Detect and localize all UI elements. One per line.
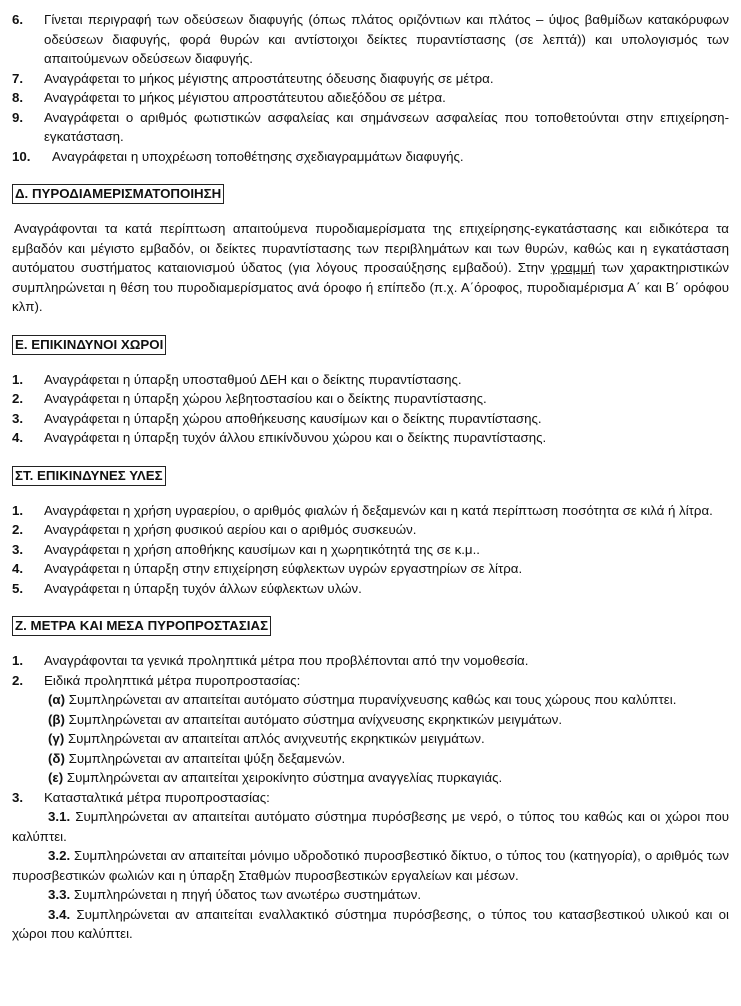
item-text: Αναγράφεται η ύπαρξη υποσταθμού ΔΕΗ και ο δείκτης πυραντίστασης. <box>44 371 462 387</box>
list-item <box>12 671 729 691</box>
sub-item-text: Συμπληρώνεται αν απαιτείται αυτόματο σύστημα πυρόσβεσης με νερό, ο τύπος του καθώς και οι χώροι που καλύπτει. <box>12 809 729 844</box>
sub-item-label: 3.3. <box>48 887 71 902</box>
sub-item-text: Συμπληρώνεται αν απαιτείται χειροκίνητο σύστημα αναγγελίας πυρκαγιάς. <box>63 770 503 785</box>
sub-item-label: (β) <box>48 711 65 727</box>
section-d-paragraph <box>12 219 729 317</box>
item-text: Αναγράφεται το μήκος μέγιστου απροστάτευτου αδιεξόδου σε μέτρα. <box>44 90 446 105</box>
list-item <box>12 389 729 409</box>
sub-item <box>12 905 729 944</box>
paragraph-text: των χαρακτηριστικών συμπληρώνεται η θέση του πυροδιαμερίσματος ανά όροφο ή επίπεδο (π.χ. Α΄όροφος, πυροδιαμέρισμα Α΄ και Β΄ ορόφου κλπ). <box>12 260 729 314</box>
item-text: Αναγράφεται η ύπαρξη στην επιχείρηση εύφλεκτων υγρών εργαστηρίων σε λίτρα. <box>44 561 523 576</box>
item-number: 1. <box>12 371 24 387</box>
item-number: 4. <box>12 430 24 445</box>
sub-item-label: 3.1. <box>48 809 71 824</box>
item-number: 3. <box>12 789 24 805</box>
section-z-list <box>12 651 729 944</box>
list-item <box>12 559 729 579</box>
item-text: Αναγράφεται ο αριθμός φωτιστικών ασφαλείας και σημάνσεων ασφαλείας που τοποθετούνται στην επιχείρηση- εγκατάσταση. <box>44 109 729 144</box>
item-text: Αναγράφεται η ύπαρξη τυχόν άλλων εύφλεκτων υλών. <box>44 580 362 596</box>
sub-item <box>12 749 729 769</box>
list-item <box>12 88 729 108</box>
list-item <box>12 69 729 89</box>
item-text: Αναγράφεται η ύπαρξη τυχόν άλλου επικίνδυνου χώρου και ο δείκτης πυραντίστασης. <box>44 430 547 445</box>
list-item <box>12 579 729 599</box>
list-item <box>12 540 729 560</box>
item-text: Ειδικά προληπτικά μέτρα πυροπροστασίας: <box>44 672 301 688</box>
item-number: 7. <box>12 70 24 86</box>
sub-item-label: 3.2. <box>48 848 71 863</box>
underlined-word: γραμμή <box>550 260 596 275</box>
item-number: 3. <box>12 541 24 557</box>
item-text: Αναγράφεται η χρήση φυσικού αερίου και ο αριθμός συσκευών. <box>44 522 417 537</box>
section-st-list <box>12 501 729 599</box>
item-number: 2. <box>12 391 24 406</box>
list-item <box>12 147 729 167</box>
list-item <box>12 409 729 429</box>
sub-item <box>12 729 729 749</box>
sub-item-text: Συμπληρώνεται αν απαιτείται εναλλακτικό σύστημα πυρόσβεσης, ο τύπος του κατασβεστικού υλικού και οι χώροι που καλύπτει. <box>12 906 729 941</box>
list-item <box>12 651 729 671</box>
item-number: 10. <box>12 148 31 164</box>
item-number: 6. <box>12 12 24 27</box>
item-text: Γίνεται περιγραφή των οδεύσεων διαφυγής (όπως πλάτος οριζόντιων και πλάτος – ύψος βαθμίδων κατακόρυφων οδεύσεων διαφυγής, φορά θυρών και αντίστοιχοι δείκτες πυραντίστασης (σε λεπτά)) και υπολογισμός των απαιτούμενων οδεύσεων διαφυγής. <box>44 12 729 66</box>
item-number: 9. <box>12 109 24 125</box>
sub-item-label: (γ) <box>48 731 65 746</box>
sub-item-text: Συμπληρώνεται αν απαιτείται αυτόματο σύστημα πυρανίχνευσης καθώς και τους χώρους που καλύπτει. <box>65 692 677 707</box>
sub-item-label: (δ) <box>48 750 65 766</box>
sub-item <box>12 710 729 730</box>
paragraph-text: Αναγράφονται τα κατά περίπτωση απαιτούμενα πυροδιαμερίσματα της επιχείρησης-εγκατάστασης και ειδικότερα τα εμβαδόν και μέγιστο εμβαδόν, οι δείκτες πυραντίστασης των περιβλημάτων και των θυρών, καθώς και η εγκατάσταση αυτόματου συστήματος καταιονισμού ύδατος (για λόγους προσαύξησης εμβαδού). Στην <box>12 221 729 275</box>
item-number: 1. <box>12 653 24 668</box>
section-e-list <box>12 370 729 448</box>
sub-item <box>12 768 729 788</box>
list-item <box>12 501 729 521</box>
top-list <box>12 10 729 166</box>
item-text: Αναγράφονται τα γενικά προληπτικά μέτρα που προβλέπονται από την νομοθεσία. <box>44 653 529 668</box>
item-number: 4. <box>12 561 24 576</box>
item-text: Αναγράφεται η χρήση υγραερίου, ο αριθμός φιαλών ή δεξαμενών και η κατά περίπτωση ποσότητα σε κιλά ή λίτρα. <box>44 502 713 518</box>
item-text: Αναγράφεται η χρήση αποθήκης καυσίμων και η χωρητικότητά της σε κ.μ.. <box>44 541 480 557</box>
item-number: 2. <box>12 522 24 537</box>
item-text: Αναγράφεται το μήκος μέγιστης απροστάτευτης όδευσης διαφυγής σε μέτρα. <box>44 70 494 86</box>
sub-item-label: (ε) <box>48 770 64 785</box>
section-heading-e: Ε. ΕΠΙΚΙΝΔΥΝΟΙ ΧΩΡΟΙ <box>12 335 166 355</box>
item-text: Κατασταλτικά μέτρα πυροπροστασίας: <box>44 789 270 805</box>
section-heading-st: ΣΤ. ΕΠΙΚΙΝΔΥΝΕΣ ΥΛΕΣ <box>12 466 166 486</box>
list-item <box>12 520 729 540</box>
sub-item-text: Συμπληρώνεται αν απαιτείται ψύξη δεξαμενών. <box>64 750 346 766</box>
section-heading-z: Ζ. ΜΕΤΡΑ ΚΑΙ ΜΕΣΑ ΠΥΡΟΠΡΟΣΤΑΣΙΑΣ <box>12 616 271 636</box>
item-number: 5. <box>12 580 24 596</box>
section-heading-d: Δ. ΠΥΡΟΔΙΑΜΕΡΙΣΜΑΤΟΠΟΙΗΣΗ <box>12 184 224 204</box>
sub-item-label: 3.4. <box>48 906 71 922</box>
sub-item-text: Συμπληρώνεται αν απαιτείται απλός ανιχνευτής εκρηκτικών μειγμάτων. <box>64 731 485 746</box>
item-text: Αναγράφεται η υποχρέωση τοποθέτησης σχεδιαγραμμάτων διαφυγής. <box>52 148 464 164</box>
list-item <box>12 788 729 808</box>
sub-item <box>12 846 729 885</box>
sub-item-text: Συμπληρώνεται αν απαιτείται αυτόματο σύστημα ανίχνευσης εκρηκτικών μειγμάτων. <box>64 711 563 727</box>
sub-item-label: (α) <box>48 692 66 707</box>
item-number: 2. <box>12 672 24 688</box>
item-number: 3. <box>12 410 24 426</box>
list-item <box>12 108 729 147</box>
sub-item-text: Συμπληρώνεται η πηγή ύδατος των ανωτέρω συστημάτων. <box>70 887 422 902</box>
list-item <box>12 10 729 69</box>
item-text: Αναγράφεται η ύπαρξη χώρου λεβητοστασίου και ο δείκτης πυραντίστασης. <box>44 391 487 406</box>
item-number: 1. <box>12 502 24 518</box>
item-text: Αναγράφεται η ύπαρξη χώρου αποθήκευσης καυσίμων και ο δείκτης πυραντίστασης. <box>44 410 542 426</box>
list-item <box>12 370 729 390</box>
sub-item <box>12 885 729 905</box>
item-number: 8. <box>12 90 24 105</box>
sub-item <box>12 807 729 846</box>
sub-item <box>12 690 729 710</box>
sub-item-text: Συμπληρώνεται αν απαιτείται μόνιμο υδροδοτικό πυροσβεστικό δίκτυο, ο τύπος του (κατηγορία), ο αριθμός των πυροσβεστικών φωλιών και η ύπαρξη Σταθμών πυροσβεστικών εργαλείων και μέσων. <box>12 848 729 883</box>
list-item <box>12 428 729 448</box>
